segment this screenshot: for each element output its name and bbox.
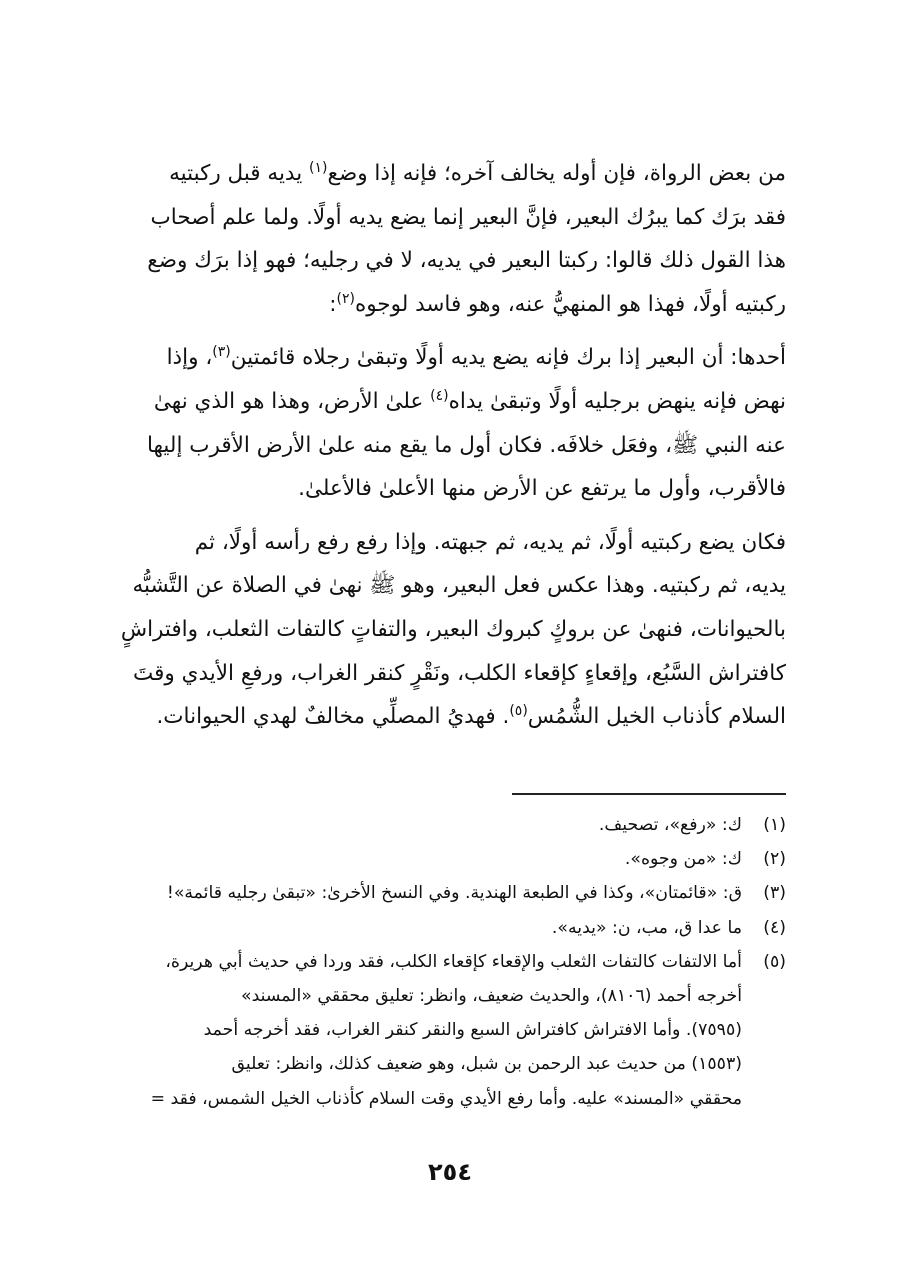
footnote-line: أخرجه أحمد (٨١٠٦)، والحديث ضعيف، وانظر: تعليق محققي «المسند» [241, 986, 742, 1007]
text-line [118, 152, 786, 196]
footnote-1 [118, 808, 786, 842]
text-run: السلام كأذناب الخيل الشُّمُس [527, 704, 786, 730]
footnote-ref-4[interactable]: (٤) [430, 387, 449, 404]
footnote-line: (١٥٥٣) من حديث عبد الرحمن بن شبل، وهو ضعيف كذلك، وانظر: تعليق [231, 1054, 742, 1075]
footnote-text [118, 842, 742, 876]
text-run: من بعض الرواة، فإن أوله يخالف آخره؛ فإنه إذا وضع [327, 161, 786, 186]
text-run: ، وإذا [166, 345, 213, 371]
text-run: يديه قبل ركبتيه [169, 161, 310, 186]
footnote-line: محققي «المسند» عليه. وأما رفع الأيدي وقت السلام كأذناب الخيل الشمس، فقد = [150, 1088, 742, 1109]
footnote-text [118, 876, 742, 910]
footnote-4 [118, 911, 786, 945]
footnote-text [118, 911, 742, 945]
footnote-line: (٧٥٩٥). وأما الافتراش كافتراش السبع والنقر كنقر الغراب، فقد أخرجه أحمد [203, 1020, 742, 1041]
text-line: كافتراش السَّبُع، وإقعاءٍ كإقعاء الكلب، ونَقْرٍ كنقر الغراب، ورفعِ الأيدي وقتَ [133, 660, 786, 686]
text-line [118, 283, 786, 327]
text-line [118, 380, 786, 424]
footnote-text [118, 945, 742, 1116]
footnote-5 [118, 945, 786, 1116]
footnote-ref-2[interactable]: (٢) [336, 290, 355, 307]
footnote-3 [118, 876, 786, 910]
footnote-line: ما عدا ق، مب، ن: «يديه». [551, 917, 742, 938]
footnote-number: (٣) [763, 883, 786, 904]
text-run: ركبتيه أولًا، فهذا هو المنهيُّ عنه، وهو فاسد لوجوه [354, 291, 786, 317]
footnote-line: ك: «رفع»، تصحيف. [598, 815, 742, 835]
main-text [118, 152, 786, 739]
footnote-ref-3[interactable]: (٣) [212, 344, 231, 361]
text-line: فكان يضع ركبتيه أولًا، ثم يديه، ثم جبهته. وإذا رفع رفع رأسه أولًا، ثم [194, 529, 786, 555]
footnote-number: (٤) [763, 917, 786, 938]
paragraph-3 [118, 521, 786, 739]
footnotes [118, 808, 786, 1116]
text-run: : [329, 291, 337, 317]
footnote-number: (٢) [763, 849, 786, 870]
text-line: فقد برَك كما يبرُك البعير، فإنَّ البعير إنما يضع يديه أولًا. ولما علم أصحاب [150, 204, 786, 230]
footnote-line: أما الالتفات كالتفات الثعلب والإقعاء كإقعاء الكلب، فقد وردا في حديث أبي هريرة، [165, 951, 742, 972]
page-number: ٢٥٤ [428, 1158, 472, 1186]
footnote-line: ق: «قائمتان»، وكذا في الطبعة الهندية. وفي النسخ الأخرىٰ: «تبقىٰ رجليه قائمة»! [166, 883, 742, 904]
text-line: بالحيوانات، فنهىٰ عن بروكٍ كبروك البعير، والتفاتٍ كالتفات الثعلب، وافتراشٍ [120, 616, 786, 642]
text-line: عنه النبي ﷺ، وفعَل خلافَه. فكان أول ما يقع منه علىٰ الأرض الأقرب إليها [146, 432, 786, 458]
text-run: أحدها: أن البعير إذا برك فإنه يضع يديه أولًا وتبقىٰ رجلاه قائمتين [230, 345, 786, 371]
footnote-number: (٥) [763, 951, 786, 972]
footnote-text [118, 808, 742, 842]
footnote-ref-1[interactable]: (١) [309, 159, 328, 176]
text-line: يديه، ثم ركبتيه. وهذا عكس فعل البعير، وهو ﷺ نهىٰ في الصلاة عن التَّشبُّه [132, 573, 786, 599]
text-run: علىٰ الأرض، وهذا هو الذي نهىٰ [153, 388, 431, 414]
text-run: . فهديُ المصلِّي مخالفٌ لهدي الحيوانات. [156, 704, 510, 730]
footnote-separator [512, 793, 786, 795]
paragraph-1 [118, 152, 786, 326]
footnote-line: ك: «من وجوه». [624, 849, 742, 870]
text-run: نهض فإنه ينهض برجليه أولًا وتبقىٰ يداه [448, 388, 786, 414]
text-line [118, 695, 786, 739]
paragraph-2 [118, 336, 786, 510]
text-line [118, 336, 786, 380]
footnote-ref-5[interactable]: (٥) [509, 702, 528, 719]
footnote-number: (١) [763, 815, 786, 835]
footnote-2 [118, 842, 786, 876]
text-line: هذا القول ذلك قالوا: ركبتا البعير في يديه، لا في رجليه؛ فهو إذا برَك وضع [147, 248, 786, 274]
text-line: فالأقرب، وأول ما يرتفع عن الأرض منها الأعلىٰ فالأعلىٰ. [298, 476, 786, 502]
